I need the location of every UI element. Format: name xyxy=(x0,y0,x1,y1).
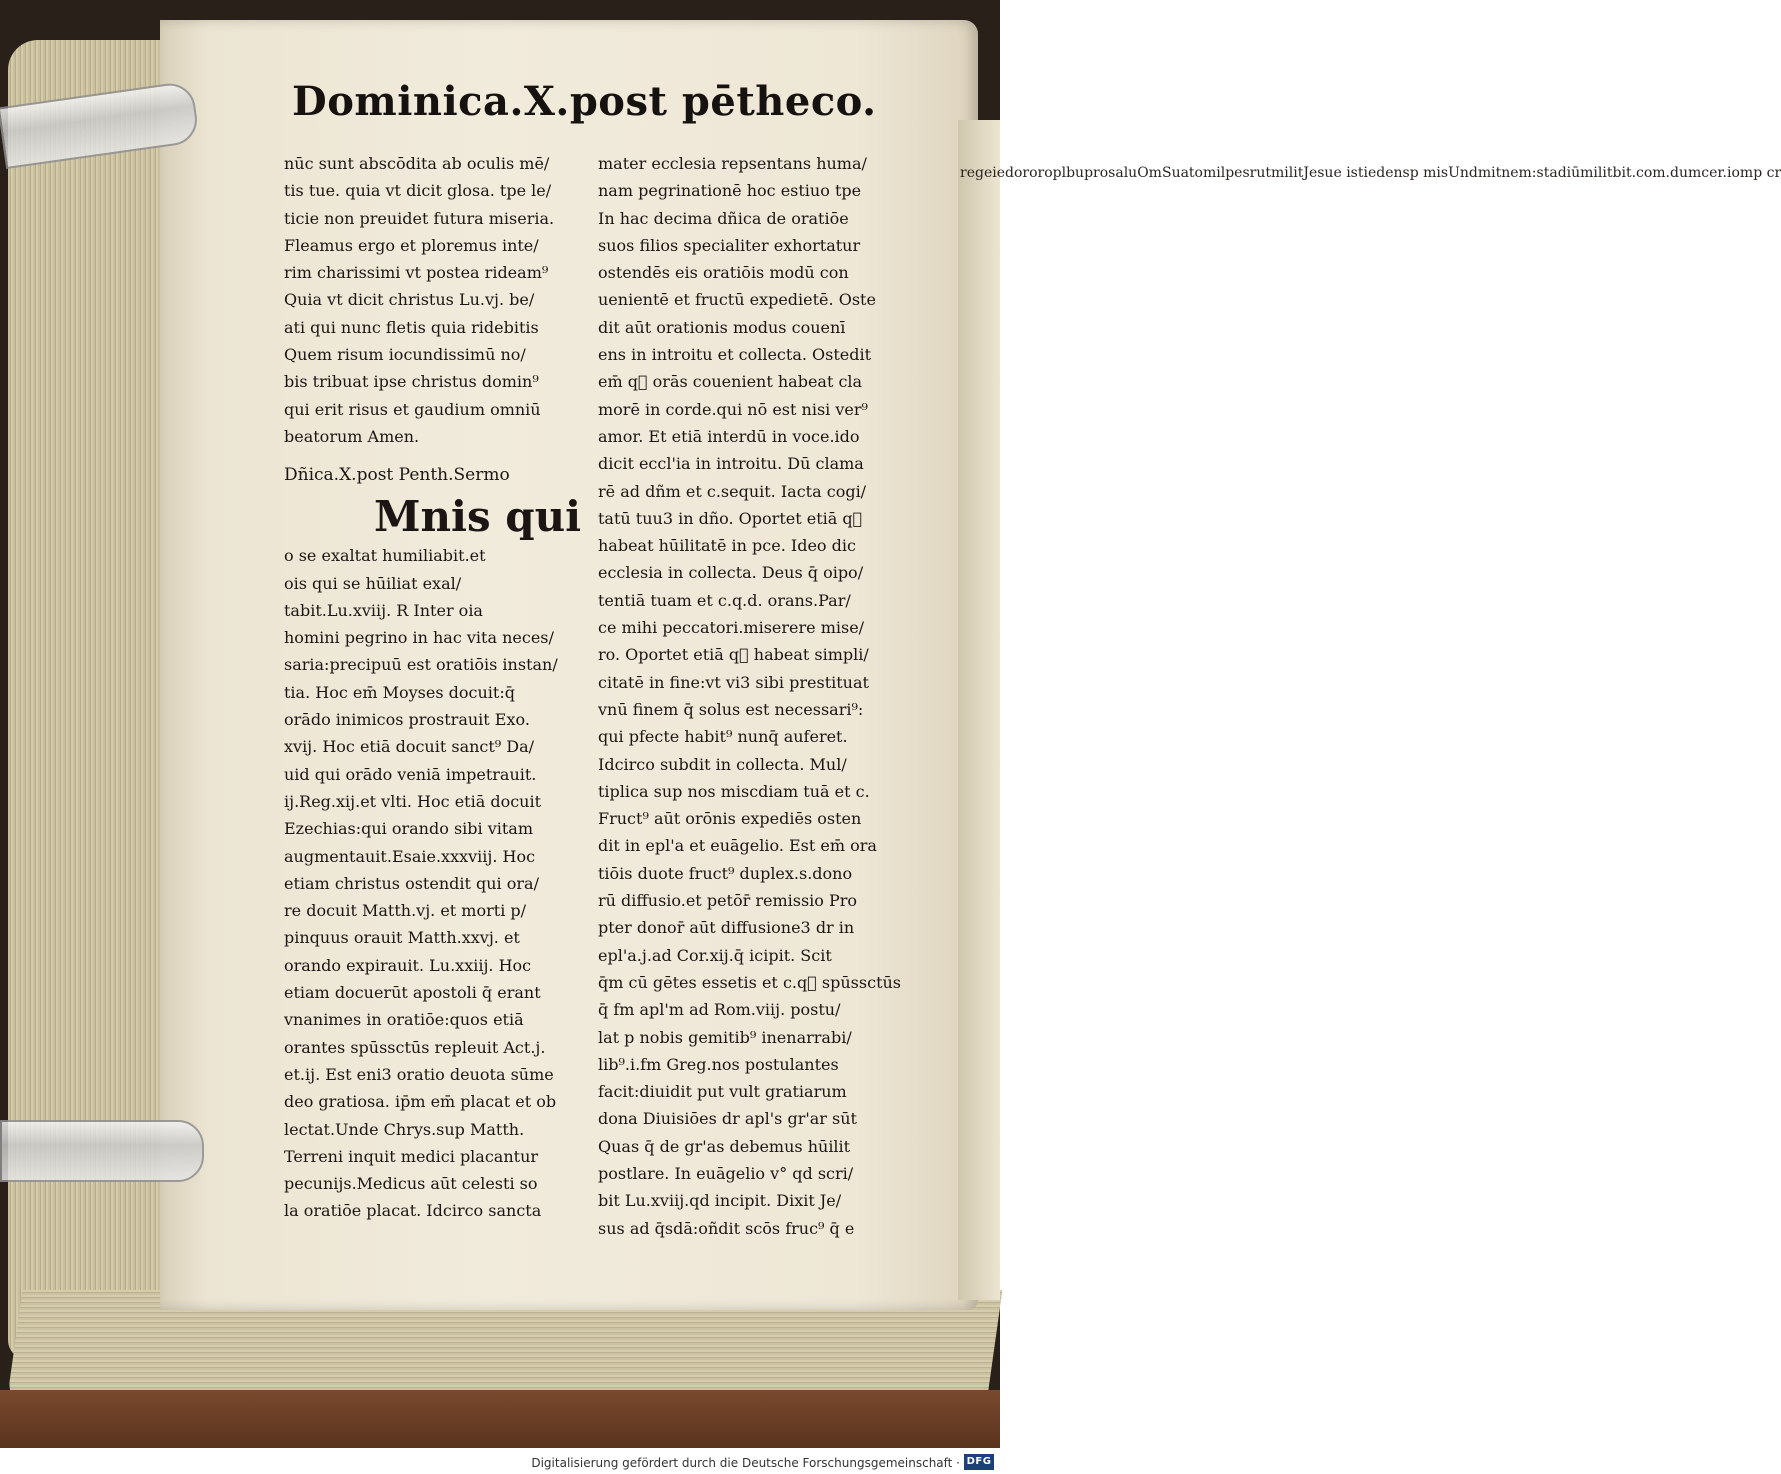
margin-fragment: dens xyxy=(1376,165,1410,181)
text-line: ens in introitu et collecta. Ostedit xyxy=(598,345,872,365)
text-line: ij.Reg.xij.et vlti. Hoc etiā docuit xyxy=(284,791,542,811)
left-column-bottom-lines xyxy=(284,542,580,1224)
text-line: In hac decima dñica de oratiōe xyxy=(598,208,849,228)
text-line: uenientē et fructū expedietē. Oste xyxy=(598,290,876,310)
margin-fragment: pl xyxy=(1052,165,1067,181)
text-line: ostendēs eis oratiōis modū con xyxy=(598,263,849,283)
margin-fragment: p cr xyxy=(1753,165,1781,181)
text-line: ati qui nunc fletis quia ridebitis xyxy=(284,317,539,337)
text-line: ois qui se hūiliat exal/ xyxy=(284,573,462,593)
left-column xyxy=(284,150,580,1225)
margin-fragment: nem: xyxy=(1501,165,1537,181)
margin-fragment: p mis xyxy=(1409,165,1449,181)
text-line: morē in corde.qui nō est nisi ver⁹ xyxy=(598,399,868,419)
text-line: tentiā tuam et c.q.d. orans.Par/ xyxy=(598,590,851,610)
left-column-top-lines xyxy=(284,150,580,450)
margin-fragment: ro xyxy=(1022,165,1038,181)
text-line: Terreni inquit medici placantur xyxy=(284,1146,539,1166)
text-line: rē ad dñm et c.sequit. Iacta cogi/ xyxy=(598,481,867,501)
text-line: pecunijs.Medicus aūt celesti so xyxy=(284,1174,538,1194)
text-line: ecclesia in collecta. Deus q̄ oipo/ xyxy=(598,563,864,583)
text-line: bis tribuat ipse christus domin⁹ xyxy=(284,372,539,392)
margin-fragment: e istie xyxy=(1333,165,1377,181)
text-line: o se exaltat humiliabit.et xyxy=(284,546,486,566)
text-line: sus ad q̄sdā:oñdit scōs fruc⁹ q̄ e xyxy=(598,1218,855,1238)
text-line: rim charissimi vt postea rideam⁹ xyxy=(284,263,549,283)
margin-fragment: uato xyxy=(1171,165,1203,181)
margin-fragment: pes xyxy=(1225,165,1250,181)
margin-fragment: milit xyxy=(1580,165,1613,181)
text-line: orantes spūssctūs repleuit Act.j. xyxy=(284,1037,546,1057)
text-line: lectat.Unde Chrys.sup Matth. xyxy=(284,1119,525,1139)
page-clamp-bottom xyxy=(0,1120,204,1182)
text-line: orando expirauit. Lu.xxiij. Hoc xyxy=(284,955,532,975)
text-line: ro. Oportet etiā q᷑ habeat simpli/ xyxy=(598,645,869,665)
text-line: postlare. In euāgelio v° qd scri/ xyxy=(598,1163,854,1183)
text-line: re docuit Matth.vj. et morti p/ xyxy=(284,901,527,921)
text-line: tis tue. quia vt dicit glosa. tpe le/ xyxy=(284,181,552,201)
text-line: Fruct⁹ aūt orōnis expediēs osten xyxy=(598,809,862,829)
text-line: dicit eccl'ia in introitu. Dū clama xyxy=(598,454,864,474)
margin-fragment: ro xyxy=(1037,165,1053,181)
text-line: Idcirco subdit in collecta. Mul/ xyxy=(598,754,847,774)
running-head: Dominica.X.post pētheco. xyxy=(292,78,877,125)
text-line: lib⁹.i.fm Greg.nos postulantes xyxy=(598,1054,839,1074)
text-line: suos filios specialiter exhortatur xyxy=(598,235,861,255)
text-line: habeat hūilitatē in pce. Ideo dic xyxy=(598,536,856,556)
text-line: etiam docuerūt apostoli q̄ erant xyxy=(284,983,541,1003)
margin-fragment: stadiū xyxy=(1536,165,1581,181)
text-line: citatē in fine:vt vi3 sibi prestituat xyxy=(598,672,869,692)
margin-fragment: mit xyxy=(1477,165,1502,181)
text-line: tatū tuu3 in dño. Oportet etiā q᷑ xyxy=(598,508,863,528)
margin-fragment: Om xyxy=(1137,165,1162,181)
margin-fragment: S xyxy=(1161,165,1172,181)
margin-fragment: salu xyxy=(1108,165,1138,181)
margin-fragment: ge xyxy=(974,165,993,181)
text-line: saria:precipuū est oratiōis instan/ xyxy=(284,655,558,675)
text-line: Quas q̄ de gr'as debemus hūilit xyxy=(598,1136,851,1156)
text-line: vnū finem q̄ solus est necessari⁹: xyxy=(598,699,864,719)
margin-fragment: bit. xyxy=(1612,165,1637,181)
margin-fragment: milit xyxy=(1271,165,1304,181)
facing-page-edge xyxy=(958,120,1000,1300)
margin-fragment: cer. xyxy=(1701,165,1728,181)
text-line: em̄ q᷑ orās couenient habeat cla xyxy=(598,372,863,392)
text-line: Fleamus ergo et ploremus inte/ xyxy=(284,235,539,255)
margin-fragment: ie xyxy=(992,165,1005,181)
digitization-footer xyxy=(0,1450,1000,1474)
text-line: dit in epl'a et euāgelio. Est em̄ ora xyxy=(598,836,877,856)
text-line: bit Lu.xviij.qd incipit. Dixit Je/ xyxy=(598,1191,842,1211)
text-line: epl'a.j.ad Cor.xij.q̄ icipit. Scit xyxy=(598,945,832,965)
text-line: dona Diuisiōes dr apl's gr'ar sūt xyxy=(598,1109,857,1129)
text-line: ce mihi peccatori.miserere mise/ xyxy=(598,618,865,638)
paragraph-gap xyxy=(284,450,580,462)
text-line: q̄ fm apl'm ad Rom.viij. postu/ xyxy=(598,1000,841,1020)
text-line: tiplica sup nos miscdiam tuā et c. xyxy=(598,781,870,801)
text-line: et.ij. Est eni3 oratio deuota sūme xyxy=(284,1064,554,1084)
text-line: tabit.Lu.xviij. R Inter oia xyxy=(284,600,483,620)
text-line: orādo inimicos prostrauit Exo. xyxy=(284,710,530,730)
text-line: la oratiōe placat. Idcirco sancta xyxy=(284,1201,542,1221)
text-line: vnanimes in oratiōe:quos etiā xyxy=(284,1010,524,1030)
text-line: qui erit risus et gaudium omniū xyxy=(284,399,541,419)
margin-fragment: dum xyxy=(1670,165,1702,181)
facing-page-margin-fragments xyxy=(960,160,1781,187)
margin-fragment: rut xyxy=(1249,165,1271,181)
text-line: Ezechias:qui orando sibi vitam xyxy=(284,819,534,839)
text-line: uid qui orādo veniā impetrauit. xyxy=(284,764,537,784)
margin-fragment: Jesu xyxy=(1303,165,1334,181)
margin-fragment: com. xyxy=(1636,165,1671,181)
margin-fragment: mil xyxy=(1202,165,1226,181)
text-line: augmentauit.Esaie.xxxviij. Hoc xyxy=(284,846,536,866)
leather-cover xyxy=(0,1390,1000,1448)
text-line: tiōis duote fruct⁹ duplex.s.dono xyxy=(598,863,853,883)
sermo-heading: Dñica.X.post Penth.Sermo xyxy=(284,465,510,486)
text-line: deo gratiosa. ip̄m em̄ placat et ob xyxy=(284,1092,557,1112)
text-line: pter donor̄ aūt diffusione3 dr in xyxy=(598,918,855,938)
margin-fragment: pro xyxy=(1084,165,1109,181)
text-line: beatorum Amen. xyxy=(284,426,420,446)
margin-fragment: Und xyxy=(1448,165,1478,181)
text-line: etiam christus ostendit qui ora/ xyxy=(284,873,539,893)
margin-fragment: iom xyxy=(1727,165,1754,181)
text-line: amor. Et etiā interdū in voce.ido xyxy=(598,426,860,446)
text-line: rū diffusio.et petōr̄ remissio Pro xyxy=(598,891,858,911)
text-line: dit aūt orationis modus couenī xyxy=(598,317,846,337)
text-line: ticie non preuidet futura miseria. xyxy=(284,208,555,228)
text-line: pinquus orauit Matth.xxvj. et xyxy=(284,928,520,948)
text-line: tia. Hoc em̄ Moyses docuit:q̄ xyxy=(284,682,515,702)
text-line: qui pfecte habit⁹ nunq̄ auferet. xyxy=(598,727,848,747)
text-line: Quem risum iocundissimū no/ xyxy=(284,345,526,365)
text-line: nam pegrinationē hoc estiuo tpe xyxy=(598,181,862,201)
text-line: mater ecclesia repsentans huma/ xyxy=(598,154,867,173)
text-line: homini pegrino in hac vita neces/ xyxy=(284,628,554,648)
margin-fragment: do xyxy=(1005,165,1023,181)
text-line: q̄m cū gētes essetis et c.q᷑ spūssctūs xyxy=(598,972,902,992)
initial-text: Mnis qui xyxy=(374,492,582,542)
right-column xyxy=(598,150,902,1242)
text-line: Quia vt dicit christus Lu.vj. be/ xyxy=(284,290,535,310)
dfg-logo: DFG xyxy=(964,1454,994,1470)
text-line: facit:diuidit put vult gratiarum xyxy=(598,1082,847,1102)
text-line: xvij. Hoc etiā docuit sanct⁹ Da/ xyxy=(284,737,535,757)
margin-fragment: re xyxy=(960,165,975,181)
footer-credit: Digitalisierung gefördert durch die Deutsche Forschungsgemeinschaft · xyxy=(531,1456,960,1470)
text-line: nūc sunt abscōdita ab oculis mē/ xyxy=(284,154,550,173)
margin-fragment: bu xyxy=(1066,165,1085,181)
text-line: lat p nobis gemitib⁹ inenarrabi/ xyxy=(598,1027,852,1047)
